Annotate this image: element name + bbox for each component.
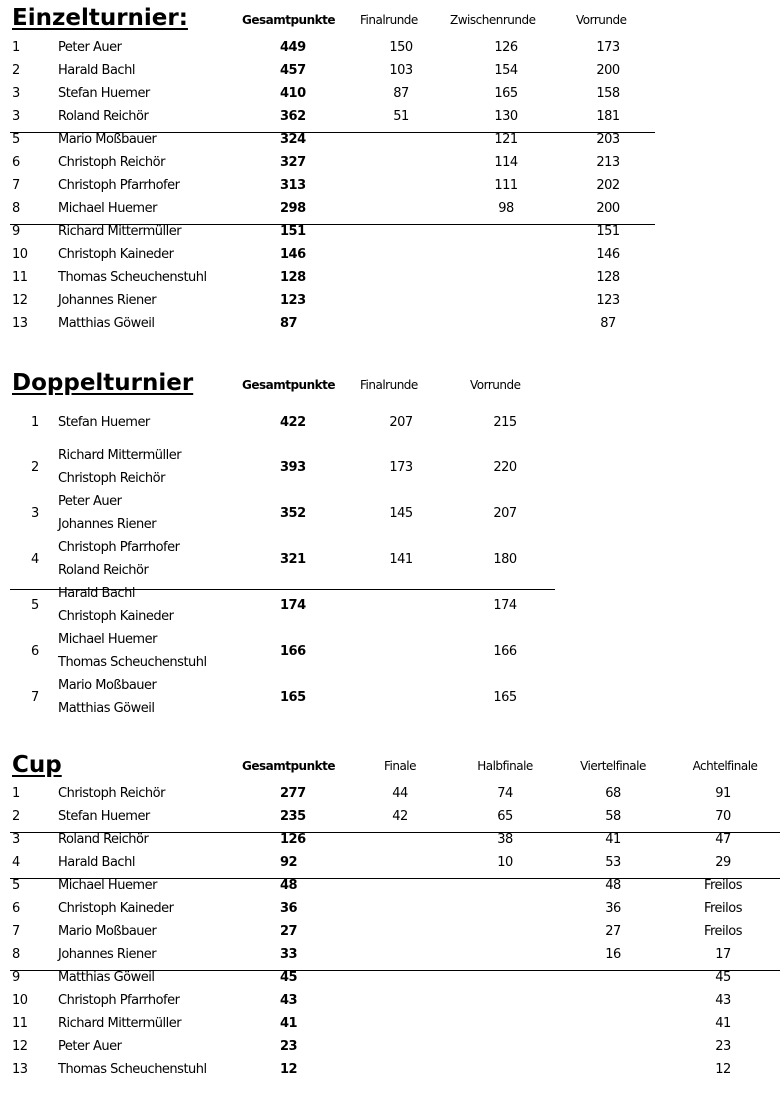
player-name: Mario Moßbauer	[58, 678, 157, 693]
rank-cell: 11	[12, 1016, 28, 1031]
rank-cell: 2	[31, 460, 39, 475]
rank-cell: 7	[31, 690, 39, 705]
rank-cell: 1	[31, 415, 39, 430]
einzel-divider-1	[10, 132, 655, 133]
partner-name: Christoph Kaineder	[58, 609, 174, 624]
player-name: Peter Auer	[58, 1039, 122, 1054]
rank-cell: 10	[12, 993, 28, 1008]
player-name: Harald Bachl	[58, 586, 135, 601]
total-points: 41	[280, 1016, 298, 1031]
player-name: Christoph Reichör	[58, 155, 165, 170]
total-points: 27	[280, 924, 298, 939]
vorrunde-points: 203	[596, 132, 620, 147]
achtelfinale-points: 17	[715, 947, 731, 962]
vorrunde-points: 173	[596, 40, 620, 55]
player-name: Richard Mittermüller	[58, 1016, 182, 1031]
achtelfinale-points: 23	[715, 1039, 731, 1054]
rank-cell: 2	[12, 63, 20, 78]
rank-cell: 9	[12, 970, 20, 985]
player-name: Johannes Riener	[58, 947, 157, 962]
player-name: Mario Moßbauer	[58, 132, 157, 147]
player-name: Matthias Göweil	[58, 970, 155, 985]
total-points: 92	[280, 855, 298, 870]
rank-cell: 7	[12, 178, 20, 193]
viertelfinale-points: 53	[605, 855, 621, 870]
total-points: 449	[280, 40, 306, 55]
player-name: Peter Auer	[58, 494, 122, 509]
viertelfinale-points: 36	[605, 901, 621, 916]
rank-cell: 4	[12, 855, 20, 870]
player-name: Thomas Scheuchenstuhl	[58, 1062, 207, 1077]
achtelfinale-points: 12	[715, 1062, 731, 1077]
doppel-header-vorrunde: Vorrunde	[470, 378, 521, 392]
total-points: 33	[280, 947, 298, 962]
total-points: 324	[280, 132, 306, 147]
cup-title: Cup	[12, 752, 62, 778]
vorrunde-points: 207	[493, 506, 517, 521]
vorrunde-points: 202	[596, 178, 620, 193]
achtelfinale-points: 29	[715, 855, 731, 870]
player-name: Christoph Reichör	[58, 786, 165, 801]
viertelfinale-points: 41	[605, 832, 621, 847]
rank-cell: 8	[12, 201, 20, 216]
total-points: 235	[280, 809, 306, 824]
einzel-header-gesamtpunkte: Gesamtpunkte	[242, 13, 335, 27]
cup-header-viertelfinale: Viertelfinale	[580, 759, 646, 773]
rank-cell: 9	[12, 224, 20, 239]
achtelfinale-points: Freilos	[703, 924, 743, 939]
halbfinale-points: 10	[497, 855, 513, 870]
partner-name: Thomas Scheuchenstuhl	[58, 655, 207, 670]
rank-cell: 11	[12, 270, 28, 285]
total-points: 87	[280, 316, 298, 331]
total-points: 165	[280, 690, 306, 705]
halbfinale-points: 74	[497, 786, 513, 801]
cup-divider-1	[10, 832, 780, 833]
doppel-title: Doppelturnier	[12, 370, 194, 396]
total-points: 128	[280, 270, 306, 285]
halbfinale-points: 38	[497, 832, 513, 847]
total-points: 166	[280, 644, 306, 659]
achtelfinale-points: 43	[715, 993, 731, 1008]
player-name: Roland Reichör	[58, 109, 149, 124]
vorrunde-points: 213	[596, 155, 620, 170]
total-points: 362	[280, 109, 306, 124]
zwischenrunde-points: 154	[494, 63, 518, 78]
viertelfinale-points: 68	[605, 786, 621, 801]
vorrunde-points: 200	[596, 201, 620, 216]
zwischenrunde-points: 165	[494, 86, 518, 101]
player-name: Richard Mittermüller	[58, 448, 182, 463]
viertelfinale-points: 27	[605, 924, 621, 939]
viertelfinale-points: 58	[605, 809, 621, 824]
vorrunde-points: 220	[493, 460, 517, 475]
rank-cell: 12	[12, 1039, 28, 1054]
player-name: Christoph Pfarrhofer	[58, 993, 180, 1008]
achtelfinale-points: 41	[715, 1016, 731, 1031]
total-points: 126	[280, 832, 306, 847]
zwischenrunde-points: 111	[494, 178, 518, 193]
vorrunde-points: 181	[596, 109, 620, 124]
player-name: Harald Bachl	[58, 63, 135, 78]
rank-cell: 7	[12, 924, 20, 939]
rank-cell: 5	[12, 132, 20, 147]
cup-divider-3	[10, 970, 780, 971]
vorrunde-points: 123	[596, 293, 620, 308]
total-points: 174	[280, 598, 306, 613]
doppel-header-gesamtpunkte: Gesamtpunkte	[242, 378, 335, 392]
rank-cell: 6	[12, 901, 20, 916]
player-name: Christoph Kaineder	[58, 247, 174, 262]
player-name: Mario Moßbauer	[58, 924, 157, 939]
doppel-divider-1	[10, 589, 555, 590]
player-name: Michael Huemer	[58, 632, 157, 647]
rank-cell: 8	[12, 947, 20, 962]
zwischenrunde-points: 114	[494, 155, 518, 170]
vorrunde-points: 166	[493, 644, 517, 659]
total-points: 151	[280, 224, 306, 239]
achtelfinale-points: Freilos	[703, 878, 743, 893]
vorrunde-points: 174	[493, 598, 517, 613]
achtelfinale-points: 47	[715, 832, 731, 847]
achtelfinale-points: 45	[715, 970, 731, 985]
total-points: 298	[280, 201, 306, 216]
player-name: Michael Huemer	[58, 878, 157, 893]
total-points: 410	[280, 86, 306, 101]
total-points: 43	[280, 993, 298, 1008]
player-name: Johannes Riener	[58, 293, 157, 308]
total-points: 313	[280, 178, 306, 193]
cup-header-gesamtpunkte: Gesamtpunkte	[242, 759, 335, 773]
viertelfinale-points: 16	[605, 947, 621, 962]
einzel-header-zwischenrunde: Zwischenrunde	[450, 13, 536, 27]
vorrunde-points: 200	[596, 63, 620, 78]
player-name: Christoph Pfarrhofer	[58, 178, 180, 193]
vorrunde-points: 128	[596, 270, 620, 285]
halbfinale-points: 65	[497, 809, 513, 824]
total-points: 146	[280, 247, 306, 262]
cup-header-finale: Finale	[383, 759, 417, 773]
player-name: Stefan Huemer	[58, 809, 150, 824]
player-name: Harald Bachl	[58, 855, 135, 870]
rank-cell: 2	[12, 809, 20, 824]
vorrunde-points: 151	[596, 224, 620, 239]
player-name: Roland Reichör	[58, 832, 149, 847]
total-points: 352	[280, 506, 306, 521]
player-name: Christoph Kaineder	[58, 901, 174, 916]
partner-name: Johannes Riener	[58, 517, 157, 532]
player-name: Christoph Pfarrhofer	[58, 540, 180, 555]
rank-cell: 13	[12, 1062, 28, 1077]
player-name: Peter Auer	[58, 40, 122, 55]
finalrunde-points: 173	[389, 460, 413, 475]
total-points: 277	[280, 786, 306, 801]
einzel-title: Einzelturnier:	[12, 5, 188, 31]
viertelfinale-points: 48	[605, 878, 621, 893]
rank-cell: 3	[31, 506, 39, 521]
rank-cell: 6	[31, 644, 39, 659]
total-points: 48	[280, 878, 298, 893]
total-points: 327	[280, 155, 306, 170]
partner-name: Matthias Göweil	[58, 701, 155, 716]
achtelfinale-points: 70	[715, 809, 731, 824]
doppel-header-finalrunde: Finalrunde	[360, 378, 418, 392]
zwischenrunde-points: 121	[494, 132, 518, 147]
rank-cell: 3	[12, 86, 20, 101]
zwischenrunde-points: 98	[498, 201, 514, 216]
finalrunde-points: 150	[389, 40, 413, 55]
finalrunde-points: 145	[389, 506, 413, 521]
total-points: 23	[280, 1039, 298, 1054]
cup-header-halbfinale: Halbfinale	[477, 759, 533, 773]
vorrunde-points: 180	[493, 552, 517, 567]
player-name: Matthias Göweil	[58, 316, 155, 331]
total-points: 321	[280, 552, 306, 567]
rank-cell: 12	[12, 293, 28, 308]
player-name: Thomas Scheuchenstuhl	[58, 270, 207, 285]
rank-cell: 5	[12, 878, 20, 893]
achtelfinale-points: 91	[715, 786, 731, 801]
player-name: Stefan Huemer	[58, 415, 150, 430]
total-points: 123	[280, 293, 306, 308]
rank-cell: 3	[12, 832, 20, 847]
vorrunde-points: 165	[493, 690, 517, 705]
finale-points: 42	[392, 809, 408, 824]
finalrunde-points: 103	[389, 63, 413, 78]
player-name: Richard Mittermüller	[58, 224, 182, 239]
rank-cell: 4	[31, 552, 39, 567]
rank-cell: 13	[12, 316, 28, 331]
total-points: 12	[280, 1062, 298, 1077]
player-name: Michael Huemer	[58, 201, 157, 216]
einzel-divider-2	[10, 224, 655, 225]
total-points: 45	[280, 970, 298, 985]
vorrunde-points: 146	[596, 247, 620, 262]
vorrunde-points: 158	[596, 86, 620, 101]
total-points: 457	[280, 63, 306, 78]
rank-cell: 1	[12, 786, 20, 801]
partner-name: Christoph Reichör	[58, 471, 165, 486]
vorrunde-points: 215	[493, 415, 517, 430]
total-points: 36	[280, 901, 298, 916]
partner-name: Roland Reichör	[58, 563, 149, 578]
player-name: Stefan Huemer	[58, 86, 150, 101]
finalrunde-points: 207	[389, 415, 413, 430]
einzel-header-finalrunde: Finalrunde	[360, 13, 418, 27]
total-points: 393	[280, 460, 306, 475]
rank-cell: 5	[31, 598, 39, 613]
rank-cell: 6	[12, 155, 20, 170]
rank-cell: 1	[12, 40, 20, 55]
zwischenrunde-points: 126	[494, 40, 518, 55]
finalrunde-points: 87	[393, 86, 409, 101]
cup-header-achtelfinale: Achtelfinale	[692, 759, 758, 773]
achtelfinale-points: Freilos	[703, 901, 743, 916]
finale-points: 44	[392, 786, 408, 801]
vorrunde-points: 87	[600, 316, 616, 331]
finalrunde-points: 141	[389, 552, 413, 567]
cup-divider-2	[10, 878, 780, 879]
rank-cell: 3	[12, 109, 20, 124]
finalrunde-points: 51	[393, 109, 409, 124]
total-points: 422	[280, 415, 306, 430]
rank-cell: 10	[12, 247, 28, 262]
zwischenrunde-points: 130	[494, 109, 518, 124]
einzel-header-vorrunde: Vorrunde	[576, 13, 627, 27]
